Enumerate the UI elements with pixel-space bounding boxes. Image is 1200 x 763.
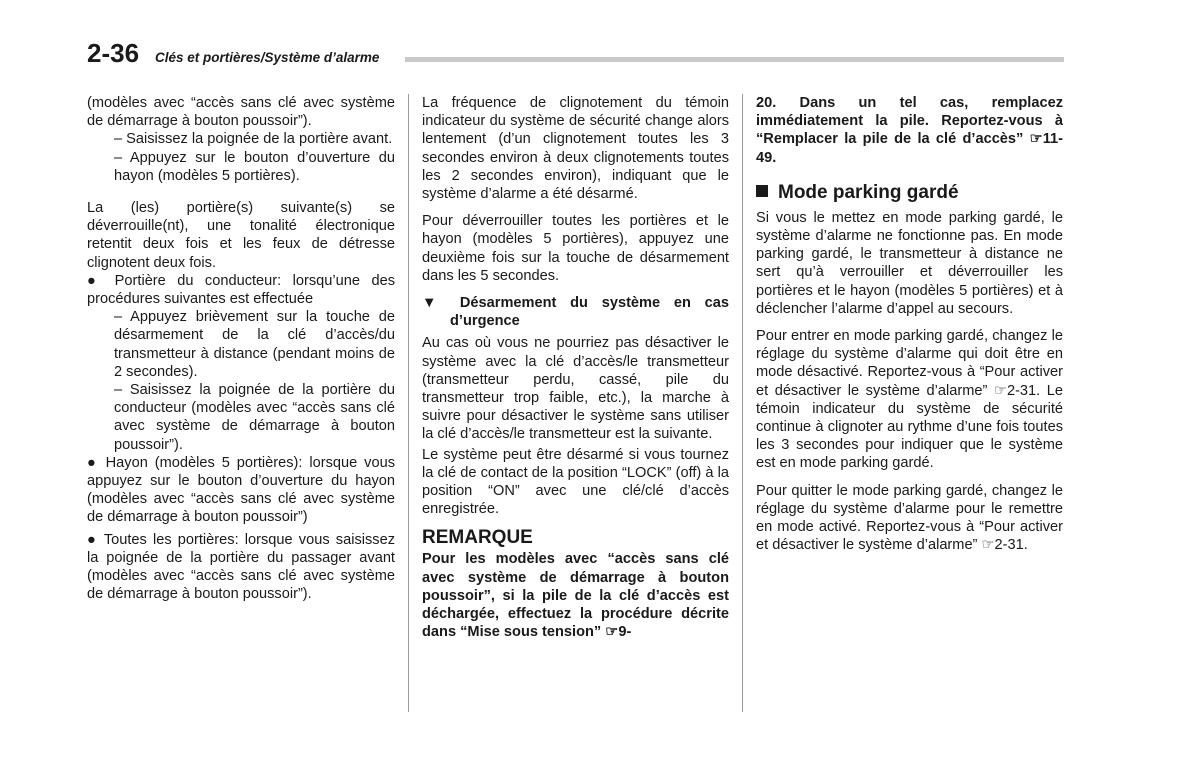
subsection-heading: ▼ Désarmement du système en cas d’urgence: [422, 295, 729, 330]
paragraph: Si vous le mettez en mode parking gardé, le système d’alarme ne fonctionne pas. En mode parking gardé, le transmetteur à distance ne sert qu’à verrouiller et déverrouiller les portières et le hayon (modèles 5 portières) et à déclencher l’alarme d’appel au secours.: [756, 209, 1063, 317]
column-divider: [408, 94, 409, 712]
paragraph: La fréquence de clignotement du témoin indicateur du système de sécurité change alors lentement (d’un clignotement toutes les 3 secondes environ à deux clignotements toutes les 2 secondes environ), indiquant que le système d’alarme a été désarmé.: [422, 95, 729, 203]
remark-text: Pour les modèles avec “accès sans clé avec système de démarrage à bouton poussoir”, si la pile de la clé d’accès est déchargée, effectuez la procédure décrite dans “Mise sous tension” ☞9-: [422, 551, 729, 641]
column-2: [422, 94, 729, 641]
bullet-item: ● Hayon (modèles 5 portières): lorsque vous appuyez sur le bouton d’ouverture du hayon (modèles avec “accès sans clé avec système de démarrage à bouton poussoir”): [87, 454, 395, 526]
dash-item: – Saisissez la poignée de la portière du conducteur (modèles avec “accès sans clé avec système de démarrage à bouton poussoir”).: [114, 382, 395, 453]
dash-item: – Appuyez sur le bouton d’ouverture du hayon (modèles 5 portières).: [114, 149, 395, 184]
paragraph: Au cas où vous ne pourriez pas désactiver le système avec la clé d’accès/le transmetteur (transmetteur perdu, cassé, pile du transmetteur trop faible, etc.), la marche à suivre pour désactiver le système sans utiliser la clé d’accès/le transmetteur est la suivante.: [422, 335, 729, 443]
paragraph: La (les) portière(s) suivante(s) se déverrouille(nt), une tonalité électronique retentit deux fois et les feux de détresse clignotent deux fois.: [87, 200, 395, 271]
column-1: [87, 94, 395, 603]
section-heading-text: Mode parking gardé: [778, 181, 959, 203]
paragraph: Pour quitter le mode parking gardé, changez le réglage du système d’alarme pour le remettre en mode activé. Reportez-vous à “Pour activer et désactiver le système d’alarme” ☞2-31.: [756, 482, 1063, 554]
section-heading: [756, 181, 1063, 205]
bullet-item: ● Toutes les portières: lorsque vous saisissez la poignée de la portière du passager avant (modèles avec “accès sans clé avec système de démarrage à bouton poussoir”).: [87, 531, 395, 603]
paragraph: 20. Dans un tel cas, remplacez immédiatement la pile. Reportez-vous à “Remplacer la pile de la clé d’accès” ☞11-49.: [756, 95, 1063, 166]
dash-item: – Saisissez la poignée de la portière avant.: [114, 131, 393, 148]
bullet-item: ● Portière du conducteur: lorsqu’une des procédures suivantes est effectuée: [87, 272, 395, 308]
header-rule: [405, 57, 1064, 62]
page-header: [87, 38, 1064, 78]
column-3: [756, 94, 1063, 554]
paragraph: Le système peut être désarmé si vous tournez la clé de contact de la position “LOCK” (off) à la position “ON” avec une clé/clé d’accès enregistrée.: [422, 446, 729, 518]
page-number: 2-36: [87, 38, 140, 68]
square-bullet-icon: [756, 185, 768, 197]
paragraph: (modèles avec “accès sans clé avec système de démarrage à bouton poussoir”).: [87, 95, 395, 130]
paragraph: Pour déverrouiller toutes les portières et le hayon (modèles 5 portières), appuyez une deuxième fois sur la touche de désarmement dans les 5 secondes.: [422, 213, 729, 284]
paragraph: Pour entrer en mode parking gardé, changez le réglage du système d’alarme qui doit être en mode désactivé. Reportez-vous à “Pour activer et désactiver le système d’alarme” ☞2-31. Le témoin indicateur du système de sécurité continue à clignoter au rythme d’une fois toutes les 3 secondes pour indiquer que le système est en mode parking gardé.: [756, 328, 1063, 472]
remark-title: REMARQUE: [422, 527, 533, 549]
column-divider: [742, 94, 743, 712]
section-title: Clés et portières/Système d’alarme: [155, 50, 380, 65]
dash-item: – Appuyez brièvement sur la touche de désarmement de la clé d’accès/du transmetteur à distance (pendant moins de 2 secondes).: [114, 309, 395, 380]
